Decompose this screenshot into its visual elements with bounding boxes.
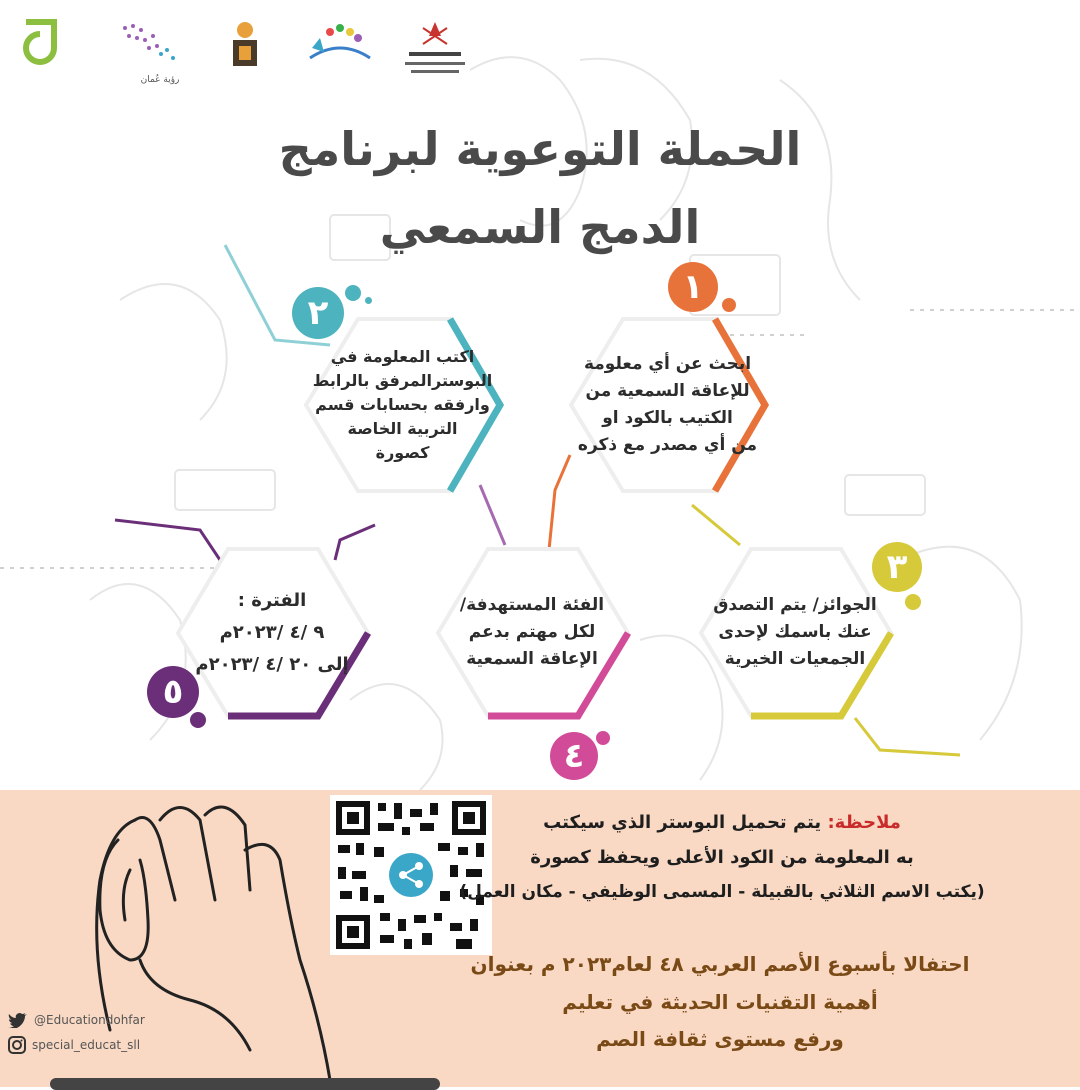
step-1-line: الكتيب بالكود او bbox=[602, 408, 733, 428]
step-4-dot bbox=[596, 731, 610, 745]
step-2-line: البوسترالمرفق بالرابط bbox=[312, 371, 493, 390]
ministry-program-logo bbox=[300, 18, 380, 96]
green-q-icon bbox=[20, 18, 60, 78]
twitter-icon bbox=[8, 1012, 28, 1028]
note-label: ملاحظة: bbox=[827, 812, 901, 833]
green-logo bbox=[20, 18, 60, 96]
step-2-line: وارفقه بحسابات قسم bbox=[315, 395, 490, 414]
step-2-dot bbox=[345, 285, 361, 301]
twitter-handle[interactable] bbox=[8, 1012, 145, 1028]
bottom-bar bbox=[50, 1078, 440, 1090]
note-text: يتم تحميل البوستر الذي سيكتب bbox=[543, 812, 822, 833]
step-2-badge: ٢ bbox=[292, 287, 344, 339]
step-4-line: الإعاقة السمعية bbox=[466, 649, 598, 669]
step-5-hexagon bbox=[172, 545, 372, 720]
step-1-hexagon bbox=[565, 315, 770, 495]
instagram-handle[interactable] bbox=[8, 1036, 140, 1054]
step-4-line: لكل مهتم بدعم bbox=[468, 622, 596, 642]
step-2-hexagon bbox=[300, 315, 505, 495]
oman-emblem-logo bbox=[395, 18, 475, 96]
step-1-dot bbox=[722, 298, 736, 312]
note-line2: به المعلومة من الكود الأعلى ويحفظ كصورة bbox=[530, 847, 914, 868]
logos-bar bbox=[0, 18, 1080, 98]
step-3-line: عنك باسمك لإحدى bbox=[718, 622, 872, 642]
celebration-line1: احتفالا بأسبوع الأصم العربي ٤٨ لعام٢٠٢٣ م بعنوان bbox=[470, 952, 970, 976]
step-5-line: إلى ٢٠ /٤ /٢٠٢٣م bbox=[195, 653, 349, 675]
step-2-line: التربية الخاصة bbox=[347, 419, 458, 438]
celebration-line3: ورفع مستوى ثقافة الصم bbox=[596, 1027, 844, 1051]
step-5-badge: ٥ bbox=[147, 666, 199, 718]
step-1-line: ابحث عن أي معلومة bbox=[583, 354, 752, 374]
special-education-logo bbox=[225, 18, 265, 96]
celebration-line2: أهمية التقنيات الحديثة في تعليم bbox=[562, 990, 878, 1014]
step-4-badge: ٤ bbox=[550, 732, 598, 780]
twitter-handle-text: @Educationdohfar bbox=[34, 1013, 145, 1027]
oman-vision-logo bbox=[110, 18, 210, 96]
oman-emblem-icon bbox=[395, 18, 475, 88]
step-5-line: الفترة : bbox=[237, 589, 307, 611]
page-title-line1: الحملة التوعوية لبرنامج bbox=[278, 122, 802, 176]
reading-children-icon bbox=[300, 18, 380, 73]
step-3-line: الجمعيات الخيرية bbox=[724, 649, 866, 669]
oman-vision-icon bbox=[115, 18, 205, 73]
step-3-dot bbox=[905, 594, 921, 610]
step-2-dot-small bbox=[365, 297, 372, 304]
page-title-line2: الدمج السمعي bbox=[379, 200, 701, 254]
step-3-hexagon bbox=[695, 545, 895, 720]
step-2-line: كصورة bbox=[375, 443, 430, 462]
oman-vision-label: رؤية عُمان bbox=[140, 75, 180, 85]
step-3-badge: ٣ bbox=[872, 542, 922, 592]
step-1-line: من أي مصدر مع ذكره bbox=[577, 435, 758, 455]
step-4-hexagon bbox=[432, 545, 632, 720]
step-1-line: للإعاقة السمعية من bbox=[585, 381, 750, 401]
building-icon bbox=[225, 18, 265, 73]
instagram-icon bbox=[8, 1036, 26, 1054]
instagram-handle-text: special_educat_sll bbox=[32, 1038, 141, 1052]
step-3-line: الجوائز/ يتم التصدق bbox=[713, 595, 877, 615]
step-5-dot bbox=[190, 712, 206, 728]
step-4-line: الفئة المستهدفة/ bbox=[459, 595, 605, 615]
step-1-badge: ١ bbox=[668, 262, 718, 312]
step-2-line: اكتب المعلومة في bbox=[330, 347, 475, 366]
step-5-line: ٩ /٤ /٢٠٢٣م bbox=[219, 621, 325, 643]
note-line3: (يكتب الاسم الثلاثي بالقبيلة - المسمى الوظيفي - مكان العمل) bbox=[459, 882, 985, 902]
note-line1 bbox=[412, 812, 1032, 833]
